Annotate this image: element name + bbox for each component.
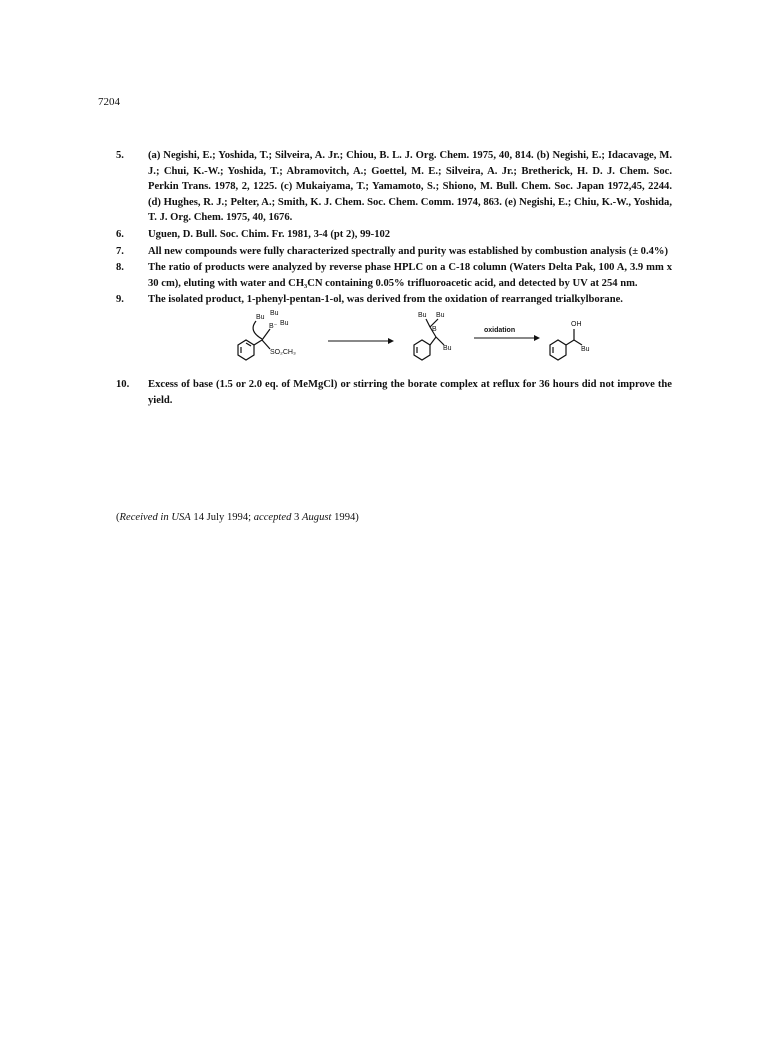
received-date: 14 July 1994; xyxy=(193,512,252,523)
bu-label: Bu xyxy=(256,313,265,321)
boron-label: B xyxy=(432,325,437,333)
reaction-scheme xyxy=(148,309,672,373)
reference-text: All new compounds were fully characterized spectrally and purity was established by combustion analysis (± 0.4%) xyxy=(148,245,669,257)
oxidation-label: oxidation xyxy=(484,326,516,334)
reference-text: The ratio of products were analyzed by reverse phase HPLC on a C-18 column (Waters Delta Pak, 100 A, 3.9 mm x 30 cm), eluting with water and CH₃CN containing 0.05% trifluoroacetic acid, and detected by UV at 254 nm. xyxy=(148,262,672,289)
bu-label: Bu xyxy=(436,311,445,319)
oh-label: OH xyxy=(571,320,582,328)
reference-list xyxy=(116,148,672,409)
borate-complex-structure xyxy=(238,321,270,360)
bu-label: Bu xyxy=(581,345,590,353)
accepted-day: 3 xyxy=(294,512,300,523)
arrow-head xyxy=(534,335,540,341)
received-line: (Received in USA 14 July 1994; accepted 3 August 1994) xyxy=(116,512,359,523)
reference-text: (a) Negishi, E.; Yoshida, T.; Silveira, A. Jr.; Chiou, B. L. J. Org. Chem. 1975, 40, 814. (b) Negishi, E.; Idacavage, M. J.; Chui, K.-W.; Yoshida, T.; Abramovitch, A.; Goettel, M. E.; Silveira, A. Jr.; Bretherick, H. D. J. Chem. Soc. Perkin Trans. 1978, 2, 1225. (c) Mukaiyama, T.; Yamamoto, S.; Shiono, M. Bull. Chem. Soc. Japan 1972,45, 2244. (d) Hughes, R. J.; Pelter, A.; Smith, K. J. Chem. Soc. Chem. Comm. 1974, 863. (e) Negishi, E.; Chiu, K.-W., Yoshida, T. J. Org. Chem. 1975, 40, 1676. xyxy=(148,150,672,224)
reference-text: Excess of base (1.5 or 2.0 eq. of MeMgCl) or stirring the borate complex at reflux for 36 hours did not improve the yield. xyxy=(148,378,672,406)
reference-number: 10. xyxy=(116,378,130,390)
accepted-label: accepted xyxy=(253,512,292,523)
page-number: 7204 xyxy=(98,96,120,108)
reference-number: 6. xyxy=(116,228,124,240)
reference-number: 8. xyxy=(116,262,124,274)
trialkylborane-structure xyxy=(414,319,444,360)
bu-label: Bu xyxy=(280,319,289,327)
received-label: Received in xyxy=(119,512,169,523)
alcohol-product-structure xyxy=(550,329,582,360)
reference-6 xyxy=(116,227,672,243)
accepted-year: 1994 xyxy=(334,512,356,523)
reference-5 xyxy=(116,148,672,226)
arrow-head xyxy=(388,338,394,344)
bu-label: Bu xyxy=(443,344,452,352)
accepted-month: August xyxy=(302,512,332,523)
reference-text: Uguen, D. Bull. Soc. Chim. Fr. 1981, 3-4 (pt 2), 99-102 xyxy=(148,228,391,240)
reference-text: The isolated product, 1-phenyl-pentan-1-ol, was derived from the oxidation of rearranged trialkylborane. xyxy=(148,294,623,306)
reference-8 xyxy=(116,260,672,291)
reaction-scheme-drawing xyxy=(218,303,638,373)
so2ch3-label: SO₂CH₃ xyxy=(270,348,296,356)
reference-10 xyxy=(116,377,672,408)
bu-label: Bu xyxy=(270,309,279,317)
bu-label: Bu xyxy=(418,311,427,319)
received-country: USA xyxy=(171,512,191,523)
reference-number: 7. xyxy=(116,245,124,257)
boron-minus-label: B⁻ xyxy=(269,322,278,330)
reference-7 xyxy=(116,244,672,260)
reference-number: 5. xyxy=(116,150,124,161)
reference-number: 9. xyxy=(116,294,124,306)
